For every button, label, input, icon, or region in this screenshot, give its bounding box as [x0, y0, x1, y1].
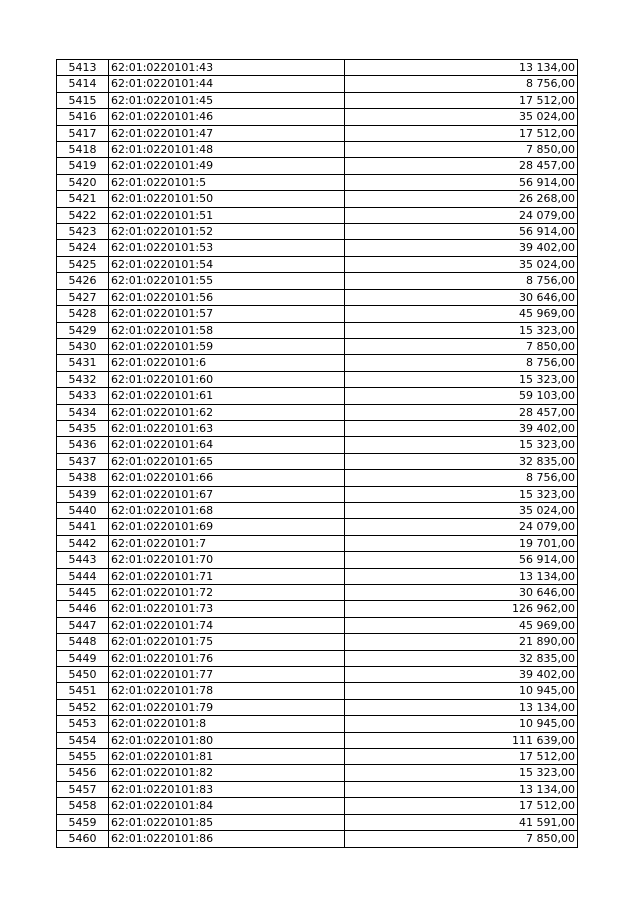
table-row — [57, 224, 578, 240]
value-cell: 56 914,00 — [345, 552, 578, 568]
table-row — [57, 732, 578, 748]
table-row — [57, 306, 578, 322]
cadastral-number-cell: 62:01:0220101:5 — [109, 174, 345, 190]
row-number-cell: 5420 — [57, 174, 109, 190]
value-cell: 39 402,00 — [345, 240, 578, 256]
value-cell: 7 850,00 — [345, 831, 578, 847]
cadastral-number-cell: 62:01:0220101:49 — [109, 158, 345, 174]
row-number-cell: 5428 — [57, 306, 109, 322]
cadastral-number-cell: 62:01:0220101:83 — [109, 781, 345, 797]
row-number-cell: 5455 — [57, 749, 109, 765]
cadastral-number-cell: 62:01:0220101:50 — [109, 191, 345, 207]
row-number-cell: 5424 — [57, 240, 109, 256]
row-number-cell: 5421 — [57, 191, 109, 207]
table-row — [57, 191, 578, 207]
cadastral-number-cell: 62:01:0220101:47 — [109, 125, 345, 141]
table-row — [57, 355, 578, 371]
cadastral-number-cell: 62:01:0220101:51 — [109, 207, 345, 223]
row-number-cell: 5418 — [57, 142, 109, 158]
row-number-cell: 5413 — [57, 60, 109, 76]
cadastral-number-cell: 62:01:0220101:48 — [109, 142, 345, 158]
table-row — [57, 568, 578, 584]
row-number-cell: 5425 — [57, 256, 109, 272]
row-number-cell: 5432 — [57, 371, 109, 387]
row-number-cell: 5426 — [57, 273, 109, 289]
row-number-cell: 5451 — [57, 683, 109, 699]
row-number-cell: 5453 — [57, 716, 109, 732]
value-cell: 21 890,00 — [345, 634, 578, 650]
value-cell: 26 268,00 — [345, 191, 578, 207]
cadastral-number-cell: 62:01:0220101:65 — [109, 453, 345, 469]
value-cell: 7 850,00 — [345, 142, 578, 158]
row-number-cell: 5436 — [57, 437, 109, 453]
cadastral-number-cell: 62:01:0220101:75 — [109, 634, 345, 650]
row-number-cell: 5433 — [57, 388, 109, 404]
table-row — [57, 142, 578, 158]
table-row — [57, 667, 578, 683]
table-row — [57, 519, 578, 535]
value-cell: 126 962,00 — [345, 601, 578, 617]
table-row — [57, 601, 578, 617]
value-cell: 8 756,00 — [345, 470, 578, 486]
cadastral-number-cell: 62:01:0220101:7 — [109, 535, 345, 551]
row-number-cell: 5458 — [57, 798, 109, 814]
table-row — [57, 716, 578, 732]
cadastral-number-cell: 62:01:0220101:60 — [109, 371, 345, 387]
row-number-cell: 5450 — [57, 667, 109, 683]
value-cell: 7 850,00 — [345, 338, 578, 354]
table-row — [57, 388, 578, 404]
cadastral-number-cell: 62:01:0220101:46 — [109, 109, 345, 125]
value-cell: 17 512,00 — [345, 798, 578, 814]
table-row — [57, 634, 578, 650]
value-cell: 39 402,00 — [345, 420, 578, 436]
value-cell: 15 323,00 — [345, 486, 578, 502]
row-number-cell: 5445 — [57, 585, 109, 601]
cadastral-number-cell: 62:01:0220101:81 — [109, 749, 345, 765]
table-row — [57, 404, 578, 420]
value-cell: 30 646,00 — [345, 585, 578, 601]
row-number-cell: 5438 — [57, 470, 109, 486]
row-number-cell: 5429 — [57, 322, 109, 338]
table-row — [57, 502, 578, 518]
table-row — [57, 338, 578, 354]
row-number-cell: 5414 — [57, 76, 109, 92]
value-cell: 8 756,00 — [345, 273, 578, 289]
row-number-cell: 5456 — [57, 765, 109, 781]
table-row — [57, 585, 578, 601]
cadastral-number-cell: 62:01:0220101:68 — [109, 502, 345, 518]
value-cell: 28 457,00 — [345, 158, 578, 174]
value-cell: 17 512,00 — [345, 125, 578, 141]
table-row — [57, 322, 578, 338]
row-number-cell: 5446 — [57, 601, 109, 617]
cadastral-number-cell: 62:01:0220101:43 — [109, 60, 345, 76]
table-row — [57, 256, 578, 272]
table-row — [57, 535, 578, 551]
table-row — [57, 158, 578, 174]
cadastral-number-cell: 62:01:0220101:61 — [109, 388, 345, 404]
value-cell: 8 756,00 — [345, 355, 578, 371]
row-number-cell: 5437 — [57, 453, 109, 469]
cadastral-value-table — [56, 59, 578, 848]
cadastral-number-cell: 62:01:0220101:59 — [109, 338, 345, 354]
cadastral-number-cell: 62:01:0220101:55 — [109, 273, 345, 289]
row-number-cell: 5419 — [57, 158, 109, 174]
row-number-cell: 5449 — [57, 650, 109, 666]
cadastral-number-cell: 62:01:0220101:84 — [109, 798, 345, 814]
value-cell: 45 969,00 — [345, 306, 578, 322]
table-row — [57, 289, 578, 305]
cadastral-number-cell: 62:01:0220101:62 — [109, 404, 345, 420]
cadastral-number-cell: 62:01:0220101:8 — [109, 716, 345, 732]
value-cell: 56 914,00 — [345, 224, 578, 240]
value-cell: 45 969,00 — [345, 617, 578, 633]
table-row — [57, 420, 578, 436]
cadastral-number-cell: 62:01:0220101:58 — [109, 322, 345, 338]
value-cell: 10 945,00 — [345, 683, 578, 699]
cadastral-number-cell: 62:01:0220101:54 — [109, 256, 345, 272]
value-cell: 15 323,00 — [345, 322, 578, 338]
cadastral-number-cell: 62:01:0220101:56 — [109, 289, 345, 305]
table-row — [57, 699, 578, 715]
table-row — [57, 240, 578, 256]
cadastral-number-cell: 62:01:0220101:71 — [109, 568, 345, 584]
value-cell: 35 024,00 — [345, 256, 578, 272]
row-number-cell: 5454 — [57, 732, 109, 748]
table-row — [57, 273, 578, 289]
row-number-cell: 5427 — [57, 289, 109, 305]
table-row — [57, 109, 578, 125]
row-number-cell: 5417 — [57, 125, 109, 141]
value-cell: 39 402,00 — [345, 667, 578, 683]
row-number-cell: 5459 — [57, 814, 109, 830]
table-row — [57, 453, 578, 469]
row-number-cell: 5442 — [57, 535, 109, 551]
cadastral-number-cell: 62:01:0220101:69 — [109, 519, 345, 535]
value-cell: 13 134,00 — [345, 781, 578, 797]
value-cell: 32 835,00 — [345, 453, 578, 469]
value-cell: 15 323,00 — [345, 437, 578, 453]
cadastral-number-cell: 62:01:0220101:63 — [109, 420, 345, 436]
value-cell: 15 323,00 — [345, 765, 578, 781]
cadastral-number-cell: 62:01:0220101:70 — [109, 552, 345, 568]
cadastral-number-cell: 62:01:0220101:66 — [109, 470, 345, 486]
row-number-cell: 5416 — [57, 109, 109, 125]
table-row — [57, 617, 578, 633]
value-cell: 24 079,00 — [345, 207, 578, 223]
value-cell: 13 134,00 — [345, 699, 578, 715]
cadastral-number-cell: 62:01:0220101:85 — [109, 814, 345, 830]
cadastral-number-cell: 62:01:0220101:53 — [109, 240, 345, 256]
cadastral-number-cell: 62:01:0220101:44 — [109, 76, 345, 92]
row-number-cell: 5447 — [57, 617, 109, 633]
value-cell: 13 134,00 — [345, 568, 578, 584]
cadastral-number-cell: 62:01:0220101:74 — [109, 617, 345, 633]
table-row — [57, 814, 578, 830]
value-cell: 35 024,00 — [345, 502, 578, 518]
row-number-cell: 5439 — [57, 486, 109, 502]
cadastral-number-cell: 62:01:0220101:73 — [109, 601, 345, 617]
value-cell: 28 457,00 — [345, 404, 578, 420]
row-number-cell: 5415 — [57, 92, 109, 108]
cadastral-number-cell: 62:01:0220101:57 — [109, 306, 345, 322]
row-number-cell: 5457 — [57, 781, 109, 797]
row-number-cell: 5460 — [57, 831, 109, 847]
row-number-cell: 5434 — [57, 404, 109, 420]
table-row — [57, 683, 578, 699]
value-cell: 13 134,00 — [345, 60, 578, 76]
value-cell: 59 103,00 — [345, 388, 578, 404]
value-cell: 17 512,00 — [345, 749, 578, 765]
table-row — [57, 76, 578, 92]
value-cell: 24 079,00 — [345, 519, 578, 535]
table-row — [57, 60, 578, 76]
table-row — [57, 552, 578, 568]
value-cell: 10 945,00 — [345, 716, 578, 732]
row-number-cell: 5435 — [57, 420, 109, 436]
value-cell: 111 639,00 — [345, 732, 578, 748]
cadastral-number-cell: 62:01:0220101:79 — [109, 699, 345, 715]
value-cell: 32 835,00 — [345, 650, 578, 666]
row-number-cell: 5443 — [57, 552, 109, 568]
table-row — [57, 125, 578, 141]
cadastral-number-cell: 62:01:0220101:86 — [109, 831, 345, 847]
value-cell: 15 323,00 — [345, 371, 578, 387]
cadastral-number-cell: 62:01:0220101:72 — [109, 585, 345, 601]
table-row — [57, 781, 578, 797]
cadastral-number-cell: 62:01:0220101:78 — [109, 683, 345, 699]
table-row — [57, 174, 578, 190]
table-row — [57, 470, 578, 486]
cadastral-number-cell: 62:01:0220101:67 — [109, 486, 345, 502]
value-cell: 35 024,00 — [345, 109, 578, 125]
table-row — [57, 371, 578, 387]
table-row — [57, 765, 578, 781]
table-body — [57, 60, 578, 848]
table-row — [57, 207, 578, 223]
row-number-cell: 5441 — [57, 519, 109, 535]
row-number-cell: 5422 — [57, 207, 109, 223]
row-number-cell: 5444 — [57, 568, 109, 584]
row-number-cell: 5448 — [57, 634, 109, 650]
table-row — [57, 650, 578, 666]
value-cell: 8 756,00 — [345, 76, 578, 92]
value-cell: 30 646,00 — [345, 289, 578, 305]
value-cell: 17 512,00 — [345, 92, 578, 108]
value-cell: 41 591,00 — [345, 814, 578, 830]
row-number-cell: 5440 — [57, 502, 109, 518]
table-row — [57, 486, 578, 502]
cadastral-number-cell: 62:01:0220101:80 — [109, 732, 345, 748]
table-row — [57, 798, 578, 814]
cadastral-number-cell: 62:01:0220101:64 — [109, 437, 345, 453]
table-row — [57, 831, 578, 847]
value-cell: 56 914,00 — [345, 174, 578, 190]
cadastral-number-cell: 62:01:0220101:76 — [109, 650, 345, 666]
row-number-cell: 5430 — [57, 338, 109, 354]
row-number-cell: 5431 — [57, 355, 109, 371]
row-number-cell: 5452 — [57, 699, 109, 715]
cadastral-number-cell: 62:01:0220101:45 — [109, 92, 345, 108]
table-row — [57, 749, 578, 765]
cadastral-number-cell: 62:01:0220101:6 — [109, 355, 345, 371]
row-number-cell: 5423 — [57, 224, 109, 240]
cadastral-number-cell: 62:01:0220101:77 — [109, 667, 345, 683]
cadastral-number-cell: 62:01:0220101:52 — [109, 224, 345, 240]
table-row — [57, 92, 578, 108]
cadastral-number-cell: 62:01:0220101:82 — [109, 765, 345, 781]
table-row — [57, 437, 578, 453]
value-cell: 19 701,00 — [345, 535, 578, 551]
